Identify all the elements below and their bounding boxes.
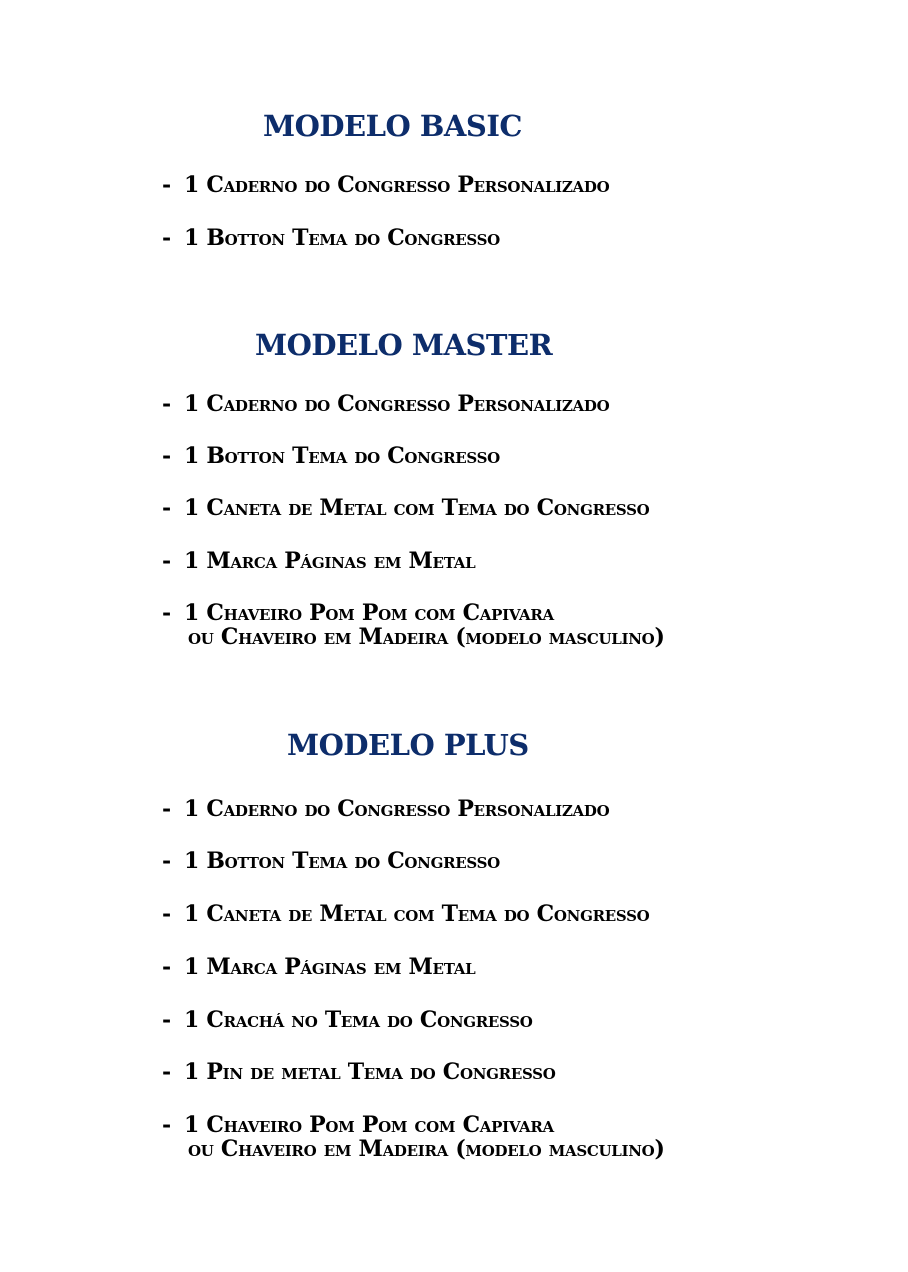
list-item xyxy=(162,549,475,573)
item-text xyxy=(184,601,665,649)
item-text: 1 Marca Páginas em Metal xyxy=(184,954,476,980)
item-text: 1 Caneta de Metal com Tema do Congresso xyxy=(184,495,650,521)
list-item xyxy=(162,226,500,250)
bullet-dash: - xyxy=(162,172,171,198)
list-item xyxy=(162,1008,533,1032)
item-text: 1 Marca Páginas em Metal xyxy=(184,548,476,574)
section-title-plus: MODELO PLUS xyxy=(287,728,529,762)
bullet-dash: - xyxy=(162,548,171,574)
bullet-dash: - xyxy=(162,443,171,469)
item-text: 1 Caderno do Congresso Personalizado xyxy=(184,172,610,198)
item-text-line-2: ou Chaveiro em Madeira (modelo masculino) xyxy=(188,624,665,650)
bullet-dash: - xyxy=(162,848,171,874)
bullet-dash: - xyxy=(162,901,171,927)
list-item xyxy=(162,601,665,649)
item-text: 1 Botton Tema do Congresso xyxy=(184,225,500,251)
bullet-dash: - xyxy=(162,796,171,822)
bullet-dash: - xyxy=(162,495,171,521)
list-item xyxy=(162,496,649,520)
item-text-line-1: 1 Chaveiro Pom Pom com Capivara xyxy=(184,600,554,626)
list-item xyxy=(162,1113,665,1161)
item-text-line-1: 1 Chaveiro Pom Pom com Capivara xyxy=(184,1112,554,1138)
item-text: 1 Crachá no Tema do Congresso xyxy=(184,1007,533,1033)
list-item xyxy=(162,173,609,197)
item-text: 1 Botton Tema do Congresso xyxy=(184,848,500,874)
list-item xyxy=(162,444,500,468)
item-text xyxy=(184,1113,665,1161)
bullet-dash: - xyxy=(162,225,171,251)
item-text-line-2: ou Chaveiro em Madeira (modelo masculino) xyxy=(188,1136,665,1162)
list-item xyxy=(162,392,609,416)
bullet-dash: - xyxy=(162,954,171,980)
item-text: 1 Pin de metal Tema do Congresso xyxy=(184,1059,556,1085)
bullet-dash: - xyxy=(162,1112,171,1138)
list-item xyxy=(162,1060,555,1084)
bullet-dash: - xyxy=(162,1059,171,1085)
item-text: 1 Caderno do Congresso Personalizado xyxy=(184,796,610,822)
list-item xyxy=(162,849,500,873)
section-title-master: MODELO MASTER xyxy=(255,328,553,362)
list-item xyxy=(162,955,475,979)
section-title-basic: MODELO BASIC xyxy=(263,109,522,143)
item-text: 1 Caneta de Metal com Tema do Congresso xyxy=(184,901,650,927)
item-text: 1 Botton Tema do Congresso xyxy=(184,443,500,469)
list-item xyxy=(162,902,649,926)
bullet-dash: - xyxy=(162,391,171,417)
item-text: 1 Caderno do Congresso Personalizado xyxy=(184,391,610,417)
list-item xyxy=(162,797,609,821)
bullet-dash: - xyxy=(162,1007,171,1033)
bullet-dash: - xyxy=(162,600,171,626)
